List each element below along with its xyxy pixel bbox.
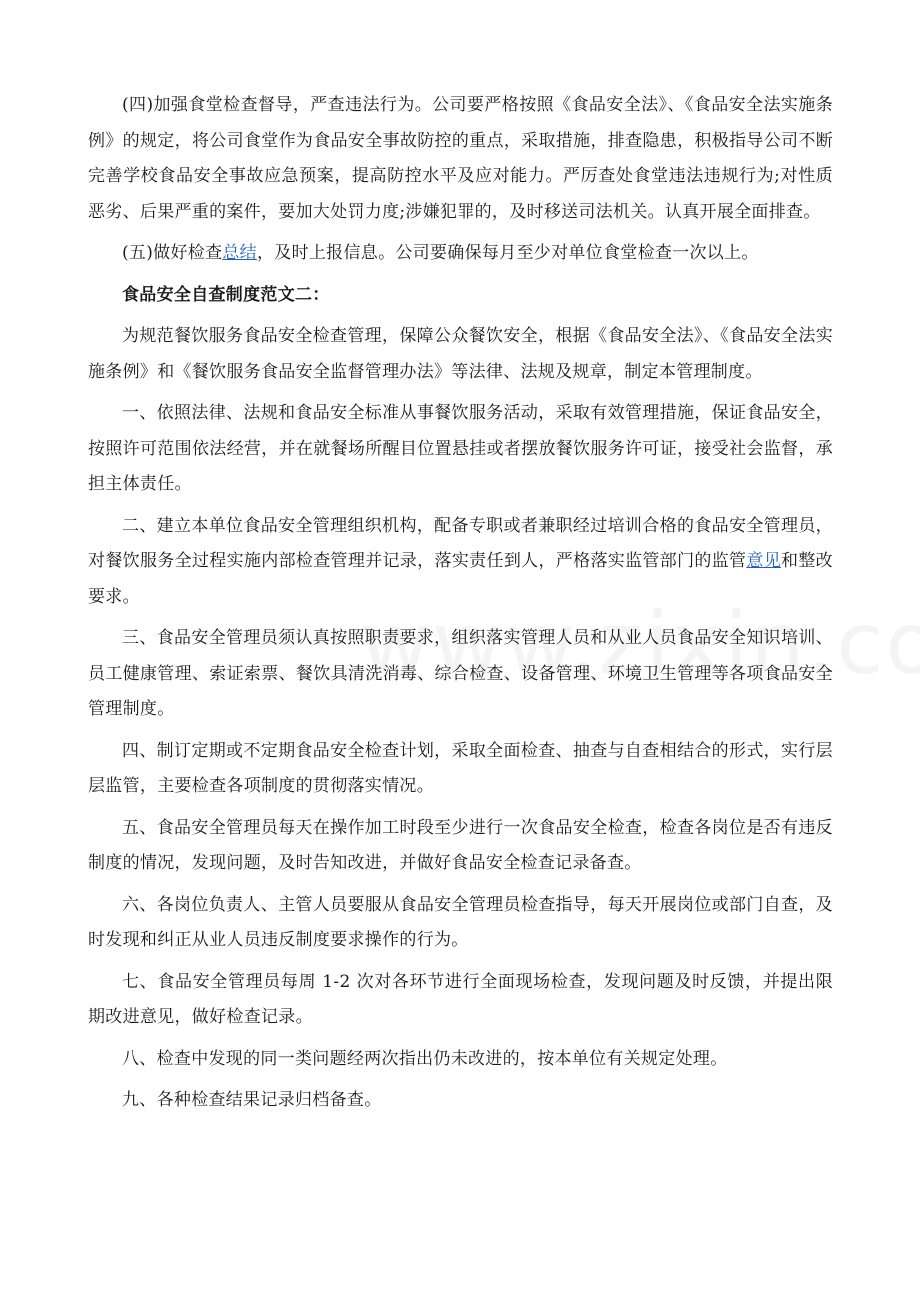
opinion-link[interactable]: 意见 xyxy=(746,551,782,571)
section-heading: 食品安全自查制度范文二： xyxy=(122,284,330,305)
paragraph-item-9: 九、各种检查结果记录归档备查。 xyxy=(122,1090,382,1110)
paragraph-text: 和整改要求。 xyxy=(88,551,833,607)
paragraph-5-summary xyxy=(88,236,833,272)
paragraph-item-5: 五、食品安全管理员每天在操作加工时段至少进行一次食品安全检查，检查各岗位是否有违反制度的情况，发现问题，及时告知改进，并做好食品安全检查记录备查。 xyxy=(88,817,833,873)
paragraph-item-4: 四、制订定期或不定期食品安全检查计划，采取全面检查、抽查与自查相结合的形式，实行层层监管，主要检查各项制度的贯彻落实情况。 xyxy=(88,740,833,796)
paragraph-text: ，及时上报信息。公司要确保每月至少对单位食堂检查一次以上。 xyxy=(256,243,759,263)
paragraph-text: (五)做好检查 xyxy=(122,243,223,263)
paragraph-item-6: 六、各岗位负责人、主管人员要服从食品安全管理员检查指导，每天开展岗位或部门自查，及时发现和纠正从业人员违反制度要求操作的行为。 xyxy=(88,894,833,950)
paragraph-text: 二、建立本单位食品安全管理组织机构，配备专职或者兼职经过培训合格的食品安全管理员，对餐饮服务全过程实施内部检查管理并记录，落实责任到人，严格落实监管部门的监管 xyxy=(88,515,833,571)
paragraph-item-7: 七、食品安全管理员每周 1-2 次对各环节进行全面现场检查，发现问题及时反馈，并提出限期改进意见，做好检查记录。 xyxy=(88,971,833,1027)
paragraph-item-8: 八、检查中发现的同一类问题经两次指出仍未改进的，按本单位有关规定处理。 xyxy=(122,1048,728,1069)
paragraph-item-1: 一、依照法律、法规和食品安全标准从事餐饮服务活动，采取有效管理措施，保证食品安全，按照许可范围依法经营，并在就餐场所醒目位置悬挂或者摆放餐饮服务许可证，接受社会监督，承担主体责任。 xyxy=(88,403,833,494)
document-body xyxy=(88,88,833,1125)
paragraph-item-2 xyxy=(88,509,833,616)
paragraph-4-inspection: (四)加强食堂检查督导，严查违法行为。公司要严格按照《食品安全法》、《食品安全法实施条例》的规定，将公司食堂作为食品安全事故防控的重点，采取措施，排查隐患，积极指导公司不断完善学校食品安全事故应急预案，提高防控水平及应对能力。严厉查处食堂违法违规行为;对性质恶劣、后果严重的案件，要加大处罚力度;涉嫌犯罪的，及时移送司法机关。认真开展全面排查。 xyxy=(88,95,833,222)
paragraph-intro: 为规范餐饮服务食品安全检查管理，保障公众餐饮安全，根据《食品安全法》、《食品安全法实施条例》和《餐饮服务食品安全监督管理办法》等法律、法规及规章，制定本管理制度。 xyxy=(88,326,833,382)
summary-link[interactable]: 总结 xyxy=(222,243,257,263)
paragraph-item-3: 三、食品安全管理员须认真按照职责要求，组织落实管理人员和从业人员食品安全知识培训、员工健康管理、索证索票、餐饮具清洗消毒、综合检查、设备管理、环境卫生管理等各项食品安全管理制度。 xyxy=(88,628,833,719)
